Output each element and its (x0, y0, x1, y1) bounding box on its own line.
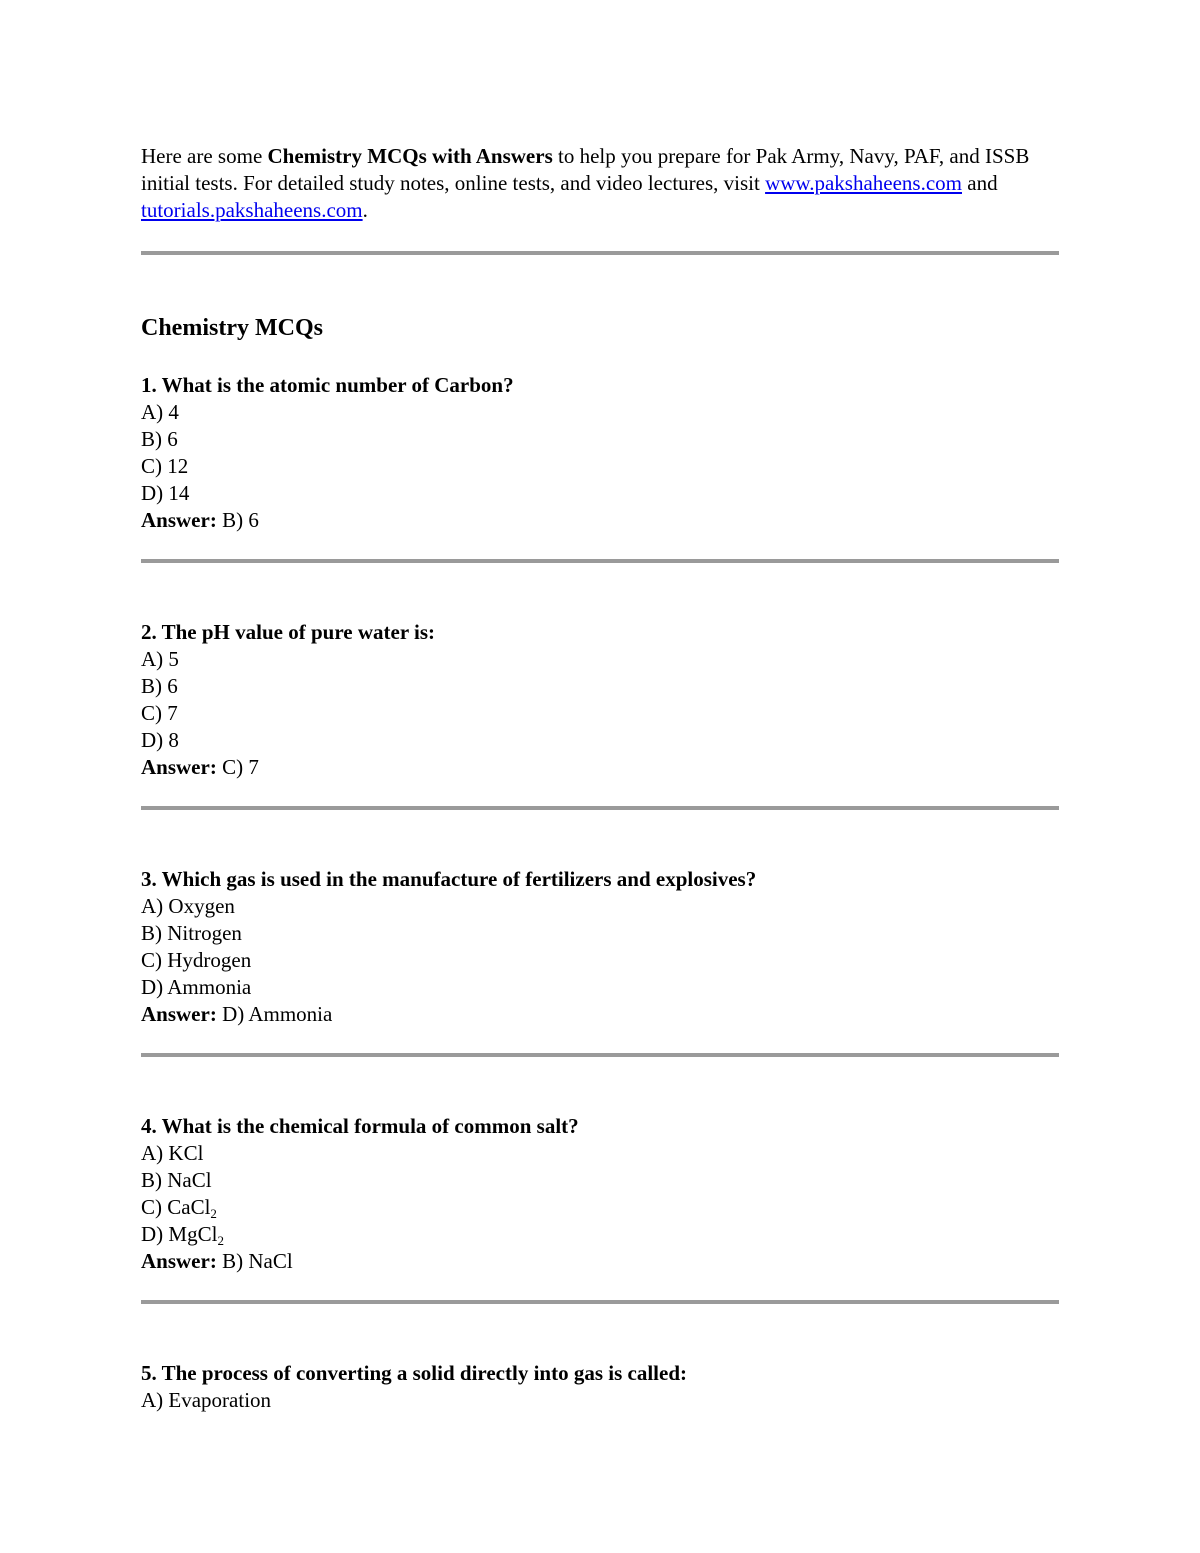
pakshaheens-link[interactable]: www.pakshaheens.com (765, 171, 962, 195)
divider (141, 251, 1059, 255)
option-d: D) 14 (141, 481, 190, 505)
option-c: C) 7 (141, 701, 178, 725)
option-a: A) Evaporation (141, 1388, 272, 1412)
question-5 (141, 1360, 1059, 1414)
question-text: 1. What is the atomic number of Carbon? (141, 373, 514, 397)
option-c: C) Hydrogen (141, 948, 252, 972)
intro-bold: Chemistry MCQs with Answers (267, 144, 553, 168)
option-text: C) CaCl (141, 1195, 211, 1219)
intro-and: and (962, 171, 998, 195)
option-b: B) Nitrogen (141, 921, 242, 945)
answer-label: Answer: (141, 1002, 217, 1026)
option-c (141, 1194, 1059, 1221)
answer-value: B) 6 (216, 508, 259, 532)
answer-value: B) NaCl (216, 1249, 293, 1273)
question-4 (141, 1113, 1059, 1275)
option-a: A) Oxygen (141, 894, 235, 918)
answer-label: Answer: (141, 755, 217, 779)
divider (141, 1300, 1059, 1304)
intro-paragraph (141, 143, 1059, 224)
question-2 (141, 619, 1059, 781)
divider (141, 559, 1059, 563)
answer-value: C) 7 (216, 755, 259, 779)
subscript: 2 (210, 1206, 217, 1221)
subscript: 2 (217, 1233, 224, 1248)
answer-label: Answer: (141, 508, 217, 532)
answer-line (141, 1001, 1059, 1028)
tutorials-link[interactable]: tutorials.pakshaheens.com (141, 198, 363, 222)
answer-line (141, 507, 1059, 534)
option-d: D) Ammonia (141, 975, 252, 999)
option-d (141, 1221, 1059, 1248)
answer-value: D) Ammonia (216, 1002, 333, 1026)
question-1 (141, 372, 1059, 534)
option-text: D) MgCl (141, 1222, 218, 1246)
question-text: 4. What is the chemical formula of common salt? (141, 1114, 579, 1138)
question-text: 3. Which gas is used in the manufacture of fertilizers and explosives? (141, 867, 757, 891)
answer-label: Answer: (141, 1249, 217, 1273)
answer-line (141, 754, 1059, 781)
question-3 (141, 866, 1059, 1028)
option-a: A) 4 (141, 400, 179, 424)
section-title: Chemistry MCQs (141, 315, 323, 341)
intro-end: . (362, 198, 368, 222)
intro-prefix: Here are some (141, 144, 268, 168)
option-a: A) 5 (141, 647, 179, 671)
divider (141, 1053, 1059, 1057)
answer-line (141, 1248, 1059, 1275)
document-page (141, 143, 1059, 1414)
option-c: C) 12 (141, 454, 189, 478)
intro-middle: to help you prepare for Pak Army, Navy, PAF, and ISSB initial tests. For detailed study notes, online tests, and video lectures, visit (141, 144, 1030, 195)
option-b: B) 6 (141, 674, 178, 698)
question-text: 2. The pH value of pure water is: (141, 620, 436, 644)
option-b: B) 6 (141, 427, 178, 451)
option-a: A) KCl (141, 1141, 204, 1165)
option-d: D) 8 (141, 728, 179, 752)
option-b: B) NaCl (141, 1168, 212, 1192)
question-text: 5. The process of converting a solid directly into gas is called: (141, 1361, 687, 1385)
divider (141, 806, 1059, 810)
